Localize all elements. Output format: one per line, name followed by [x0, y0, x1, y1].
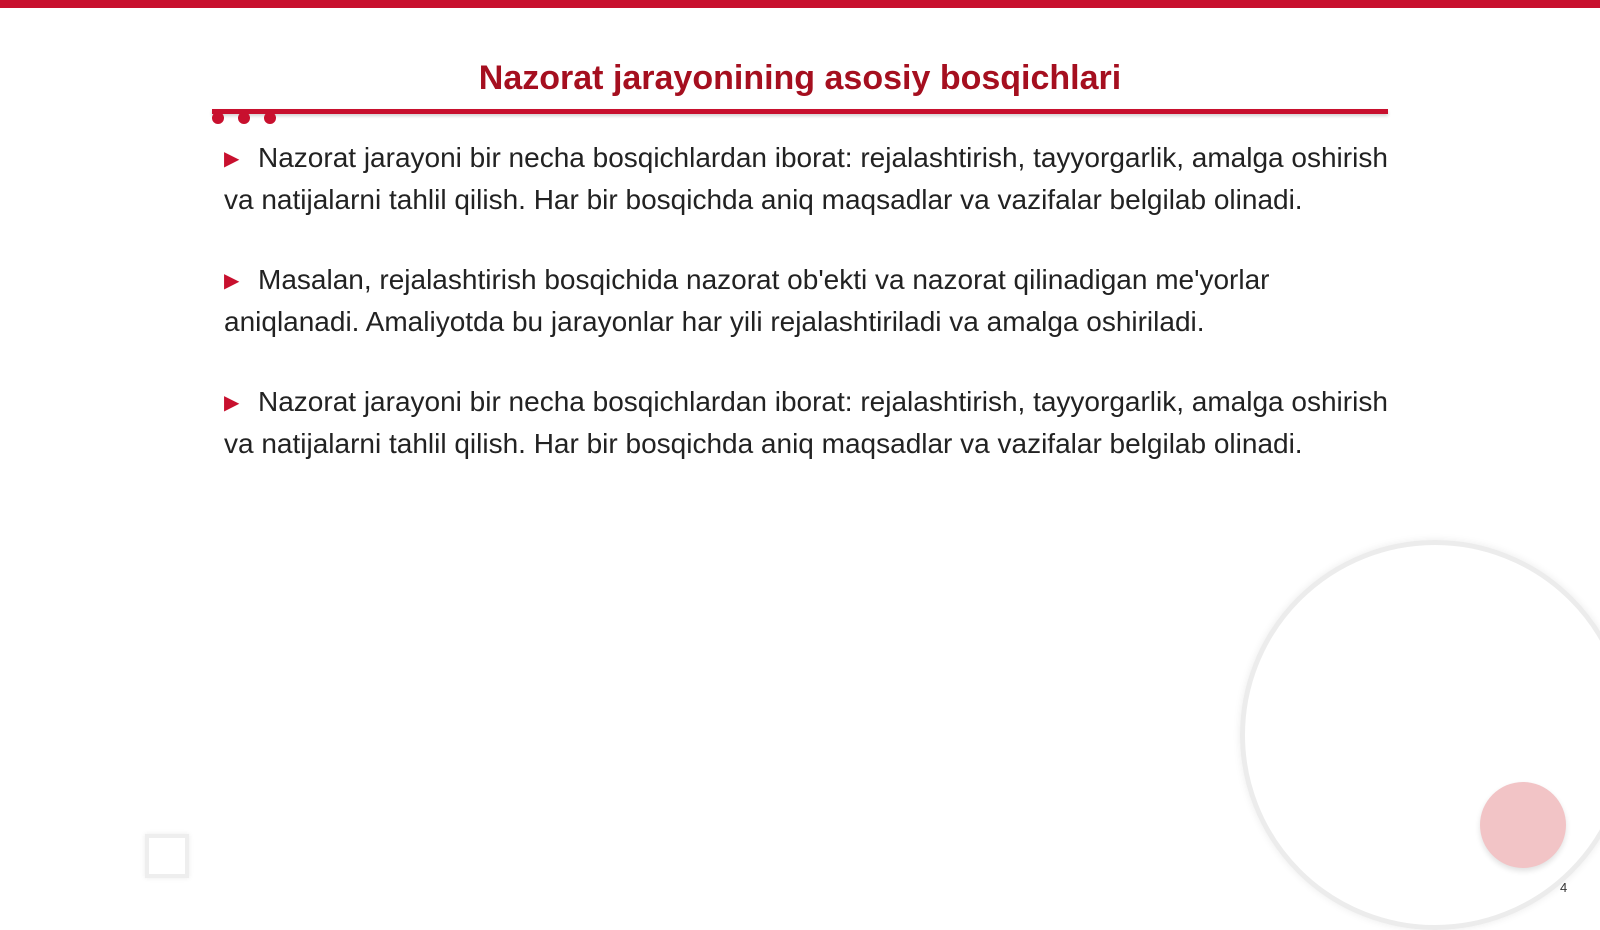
triangle-bullet-icon: ▶	[224, 148, 240, 170]
triangle-bullet-icon: ▶	[224, 392, 240, 414]
bullet-list	[224, 138, 1394, 504]
bullet-text: Masalan, rejalashtirish bosqichida nazorat ob'ekti va nazorat qilinadigan me'yorlar aniqlanadi. Amaliyotda bu jarayonlar har yili rejalashtiriladi va amalga oshiriladi.	[224, 264, 1270, 337]
bullet-item	[224, 260, 1394, 342]
triangle-bullet-icon: ▶	[224, 270, 240, 292]
decorative-dot	[264, 112, 276, 124]
slide-title: Nazorat jarayonining asosiy bosqichlari	[478, 59, 1122, 97]
decorative-dot	[212, 112, 224, 124]
top-accent-bar	[0, 0, 1600, 8]
page-number: 4	[1560, 880, 1568, 895]
bullet-text: Nazorat jarayoni bir necha bosqichlardan iborat: rejalashtirish, tayyorgarlik, amalga oshirish va natijalarni tahlil qilish. Har bir bosqichda aniq maqsadlar va vazifalar belgilab olinadi.	[224, 142, 1388, 215]
bullet-item	[224, 138, 1394, 220]
decorative-ring	[1240, 540, 1600, 930]
title-underline	[212, 109, 1388, 114]
decorative-pink-circle	[1480, 782, 1566, 868]
decorative-dot	[238, 112, 250, 124]
bullet-item	[224, 382, 1394, 464]
bullet-text: Nazorat jarayoni bir necha bosqichlardan iborat: rejalashtirish, tayyorgarlik, amalga oshirish va natijalarni tahlil qilish. Har bir bosqichda aniq maqsadlar va vazifalar belgilab olinadi.	[224, 386, 1388, 459]
decorative-square	[145, 834, 189, 878]
